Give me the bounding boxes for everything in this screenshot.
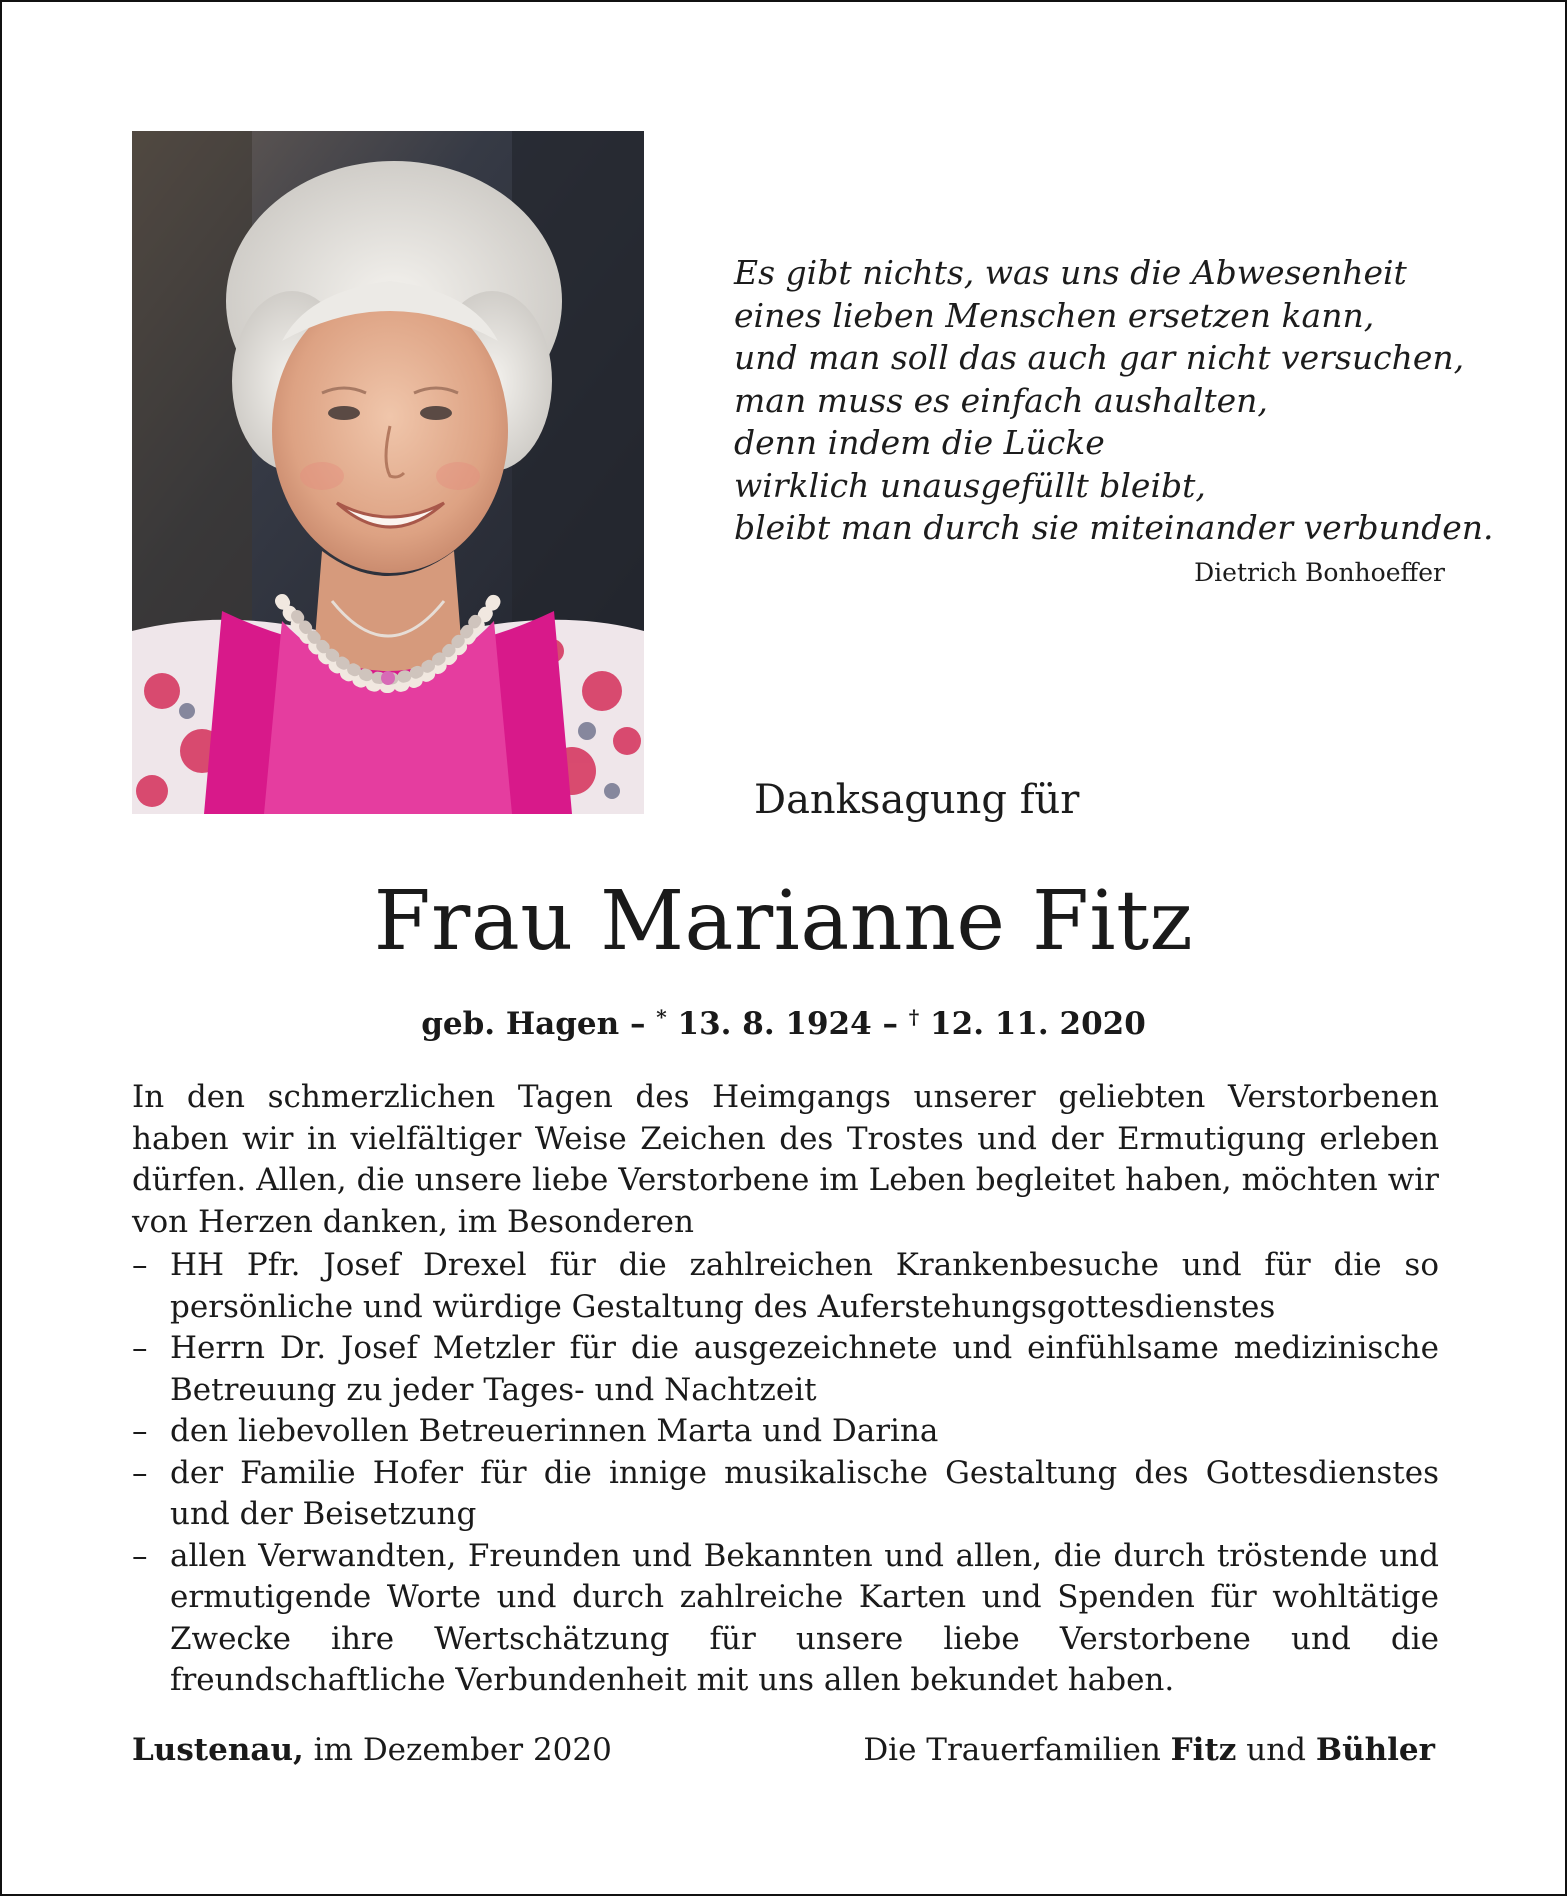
deceased-name: Frau Marianne Fitz <box>373 874 1194 969</box>
dates-separator: – <box>619 1006 657 1042</box>
list-item-text: Herrn Dr. Josef Metzler für die ausgezeichnete und einfühlsame medizinische Betreuung zu jeder Tages- und Nachtzeit <box>170 1330 1439 1408</box>
quote-line: und man soll das auch gar nicht versuchen, <box>734 338 1465 377</box>
portrait-illustration <box>132 131 644 814</box>
quote-line: denn indem die Lücke <box>734 423 1105 462</box>
quote-line: Es gibt nichts, was uns die Abwesenheit <box>734 253 1407 292</box>
list-dash: – <box>132 1330 148 1366</box>
place: Lustenau, <box>132 1732 304 1768</box>
life-dates <box>2 1005 1565 1042</box>
list-item-text: HH Pfr. Josef Drexel für die zahlreichen Krankenbesuche und für die so persönliche und würdige Gestaltung des Auferstehungsgottesdienstes <box>170 1247 1439 1325</box>
list-dash: – <box>132 1247 148 1283</box>
list-item <box>132 1411 1439 1453</box>
portrait-photo <box>132 131 644 814</box>
family-prefix: Die Trauerfamilien <box>863 1732 1171 1768</box>
thanks-body <box>132 1077 1439 1702</box>
intro-heading: Danksagung für <box>754 777 1080 823</box>
dates-separator: – <box>871 1006 909 1042</box>
quote-line: eines lieben Menschen ersetzen kann, <box>734 295 1375 335</box>
maiden-name: geb. Hagen <box>421 1006 620 1042</box>
signature-families <box>863 1732 1435 1768</box>
quote-line: man muss es einfach aushalten, <box>734 380 1268 420</box>
died-symbol: † <box>908 1005 920 1029</box>
list-item-text: allen Verwandten, Freunden und Bekannten und allen, die durch tröstende und ermutigende Worte und durch zahlreiche Karten und Spenden für wohltätige Zwecke ihre Wertschätzung für unsere liebe Verstorbene und die freundschaftliche Verbundenheit mit uns allen bekundet haben. <box>170 1537 1439 1698</box>
date: im Dezember 2020 <box>303 1732 612 1768</box>
quote-line: bleibt man durch sie miteinander verbunden. <box>734 508 1494 547</box>
born-symbol: * <box>656 1005 667 1029</box>
family-and: und <box>1236 1732 1316 1768</box>
list-item-text: der Familie Hofer für die innige musikalische Gestaltung des Gottesdienstes und der Beisetzung <box>170 1454 1439 1532</box>
quote-line: wirklich unausgefüllt bleibt, <box>734 465 1206 505</box>
list-item <box>132 1453 1439 1536</box>
list-item <box>132 1245 1439 1328</box>
thanks-list <box>132 1245 1439 1702</box>
list-dash: – <box>132 1413 148 1449</box>
list-dash: – <box>132 1454 148 1491</box>
quote-author: Dietrich Bonhoeffer <box>1194 558 1445 587</box>
quote-block <box>734 252 1494 550</box>
family-name-2: Bühler <box>1315 1732 1435 1768</box>
death-date: 12. 11. 2020 <box>919 1006 1146 1042</box>
place-date <box>132 1732 612 1768</box>
list-item <box>132 1536 1439 1702</box>
list-dash: – <box>132 1537 148 1574</box>
list-item-text: den liebevollen Betreuerinnen Marta und Darina <box>170 1413 939 1449</box>
list-item <box>132 1328 1439 1411</box>
family-name-1: Fitz <box>1170 1732 1237 1768</box>
birth-date: 13. 8. 1924 <box>666 1006 872 1042</box>
thanks-paragraph: In den schmerzlichen Tagen des Heimgangs unserer geliebten Verstorbenen haben wir in vielfältiger Weise Zeichen des Trostes und der Ermutigung erleben dürfen. Allen, die unsere liebe Verstorbene im Leben begleitet haben, möchten wir von Herzen danken, im Besonderen <box>132 1079 1439 1240</box>
